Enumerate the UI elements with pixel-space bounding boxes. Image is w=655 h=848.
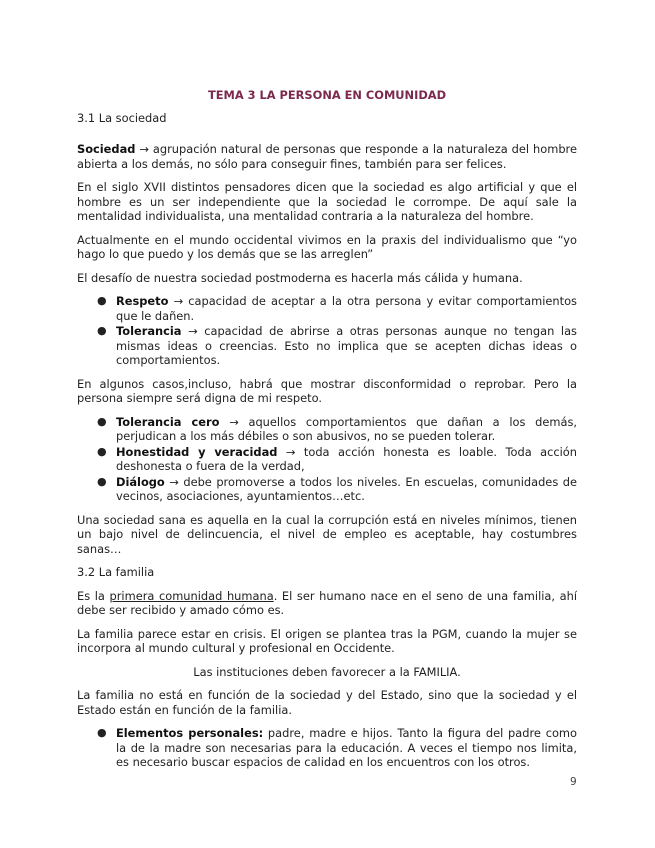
arrow-icon: → [139,142,149,156]
list-item-text: debe promoverse a todos los niveles. En escuelas, comunidades de vecinos, asociaciones, ayuntamientos…etc. [116,474,577,503]
paragraph-desafio: El desafío de nuestra sociedad postmoderna es hacerla más cálida y humana. [77,270,523,285]
section-heading-familia: 3.2 La familia [77,565,155,579]
term-sociedad: Sociedad [77,142,136,156]
paragraph-funcion: La familia no está en función de la sociedad y del Estado, sino que la sociedad y el Estado están en función de la familia. [77,688,577,717]
list-item [77,475,577,504]
list-item-term: Tolerancia [116,324,182,338]
list-item [77,324,577,368]
bullet-icon: ● [97,324,107,337]
list-item [77,445,577,474]
list-item [77,415,577,444]
attitudes-list [77,415,577,504]
bullet-icon: ● [97,444,107,458]
list-item-text: capacidad de aceptar a la otra persona y evitar comportamientos que le dañen. [116,294,577,323]
paragraph-instituciones: Las instituciones deben favorecer a la FAMILIA. [193,664,461,679]
list-item [77,294,577,323]
list-item-term: Diálogo [116,474,165,489]
list-item [77,726,577,770]
paragraph-suffix: . El ser humano nace en el seno de una familia, ahí debe ser recibido y amado cómo es. [77,588,577,617]
list-item-term: Honestidad y veracidad [116,444,278,459]
paragraph-siglo: En el siglo XVII distintos pensadores dicen que la sociedad es algo artificial y que el hombre es un ser independiente que la sociedad le corrompe. De aquí sale la mentalidad individualista, una mentalidad contraria a la naturaleza del hombre. [77,180,577,223]
arrow-icon: → [229,414,239,429]
arrow-icon: → [169,474,179,489]
family-elements-list [77,726,577,770]
list-item-text: padre, madre e hijos. Tanto la figura del padre como la de la madre son necesarias para la educación. A veces el tiempo nos limita, es necesario buscar espacios de calidad en los encuentros con los otros. [116,726,577,769]
list-item-text: toda acción honesta es loable. Toda acción deshonesta o fuera de la verdad, [116,444,577,473]
paragraph-sociedad-sana: Una sociedad sana es aquella en la cual la corrupción está en niveles mínimos, tienen un bajo nivel de delincuencia, el nivel de empleo es aceptable, hay costumbres sanas… [77,512,577,556]
bullet-icon: ● [97,414,107,428]
list-item-text: aquellos comportamientos que dañan a los demás, perjudican a los más débiles o son abusivos, no se pueden tolerar. [116,414,578,443]
paragraph-algunos-casos: En algunos casos,incluso, habrá que mostrar disconformidad o reprobar. Pero la persona siempre será digna de mi respeto. [77,376,577,405]
section-heading-sociedad: 3.1 La sociedad [77,110,167,125]
values-list [77,294,577,368]
paragraph-crisis: La familia parece estar en crisis. El origen se plantea tras la PGM, cuando la mujer se incorpora al mundo cultural y profesional en Occidente. [77,626,577,655]
definition-text: agrupación natural de personas que responde a la naturaleza del hombre abierta a los demás, no sólo para conseguir fines, también para ser felices. [77,142,577,171]
page-title: TEMA 3 LA PERSONA EN COMUNIDAD [207,88,447,102]
bullet-icon: ● [97,294,107,307]
paragraph-prefix: Es la [77,588,110,603]
definition-sociedad [77,142,577,171]
arrow-icon: → [188,324,198,338]
paragraph-primera-comunidad [77,589,577,618]
list-item-term: Elementos personales: [116,726,264,740]
list-item-term: Respeto [116,294,169,308]
arrow-icon: → [173,294,184,308]
page-number: 9 [570,776,577,788]
list-item-term: Tolerancia cero [116,414,220,429]
document-page [77,88,577,779]
underlined-phrase: primera comunidad humana [109,588,274,603]
list-item-text: capacidad de abrirse a otras personas aunque no tengan las mismas ideas o creencias. Esto no implica que se acepten dichas ideas o comportamientos. [116,324,577,367]
bullet-icon: ● [97,474,107,488]
bullet-icon: ● [97,726,107,739]
arrow-icon: → [285,444,296,459]
paragraph-actualmente: Actualmente en el mundo occidental vivimos en la praxis del individualismo que “yo hago lo que puedo y los demás que se las arreglen” [77,232,577,261]
